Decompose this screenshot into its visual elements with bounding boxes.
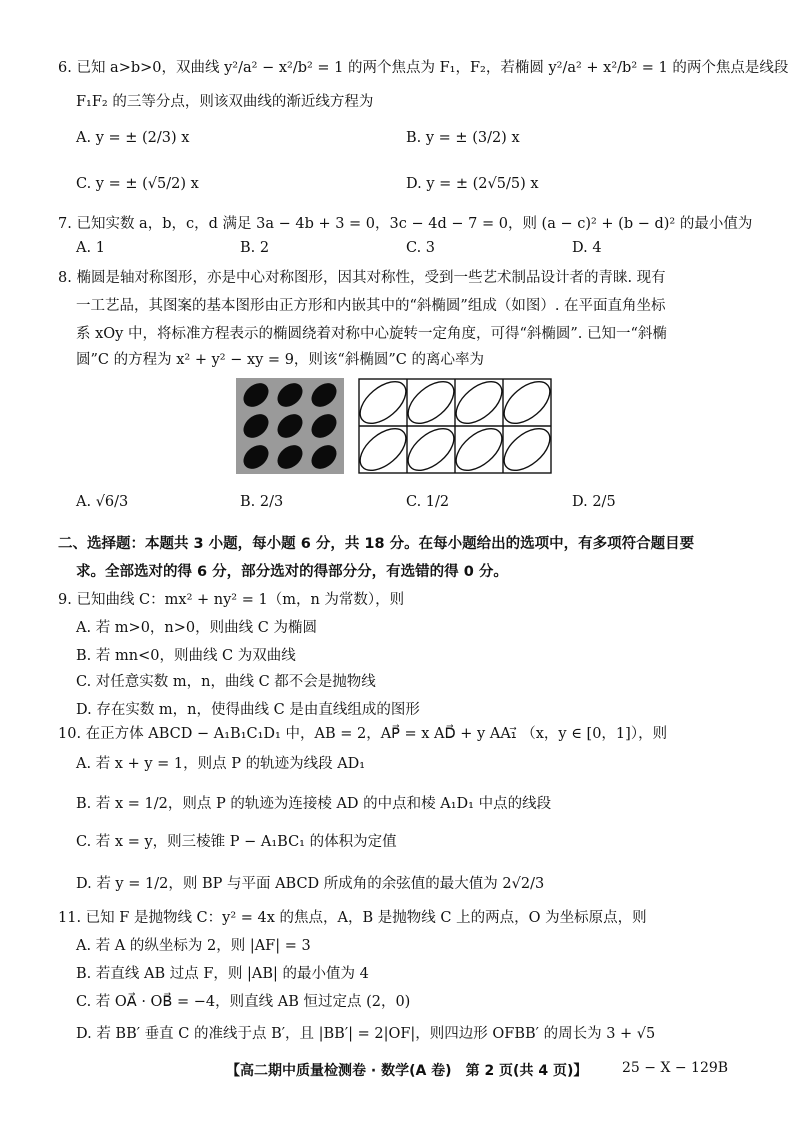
q7-option-b: B. 2 xyxy=(240,240,270,256)
diagram-ellipse xyxy=(497,421,552,474)
q8-stem-line4: 圆”C 的方程为 x² + y² − xy = 9，则该“斜椭圆”C 的离心率为 xyxy=(76,352,484,368)
diagram-ellipse xyxy=(401,421,462,474)
q8-option-b: B. 2/3 xyxy=(240,494,284,510)
q10-option-d: D. 若 y = 1/2，则 BP 与平面 ABCD 所成角的余弦值的最大值为 2√2/3 xyxy=(76,876,545,892)
q9-stem: 9. 已知曲线 C：mx² + ny² = 1（m，n 为常数），则 xyxy=(58,592,405,608)
q9-option-c: C. 对任意实数 m，n，曲线 C 都不会是抛物线 xyxy=(76,674,376,690)
q8-option-d: D. 2/5 xyxy=(572,494,616,510)
q8-option-a: A. √6/3 xyxy=(76,494,129,510)
footer-title-text: 【高二期中质量检测卷 · 数学(A 卷) 第 2 页(共 4 页)】 xyxy=(226,1063,588,1079)
q9-option-a: A. 若 m>0，n>0，则曲线 C 为椭圆 xyxy=(76,620,317,636)
q8-stem-line1: 8. 椭圆是轴对称图形，亦是中心对称图形，因其对称性，受到一些艺术制品设计者的青睐. 现有 xyxy=(58,270,666,286)
q7-option-c: C. 3 xyxy=(406,240,436,256)
q7-option-d: D. 4 xyxy=(572,240,602,256)
q10-option-b: B. 若 x = 1/2，则点 P 的轨迹为连接棱 AD 的中点和棱 A₁D₁ 中点的线段 xyxy=(76,796,552,812)
section2-instructions-line1: 二、选择题：本题共 3 小题，每小题 6 分，共 18 分。在每小题给出的选项中，有多项符合题目要 xyxy=(58,536,695,552)
craft-photo-figure xyxy=(236,378,344,474)
q9-option-d: D. 存在实数 m，n，使得曲线 C 是由直线组成的图形 xyxy=(76,702,420,718)
q7-option-a: A. 1 xyxy=(76,240,105,256)
q9-option-b: B. 若 mn<0，则曲线 C 为双曲线 xyxy=(76,648,296,664)
q11-option-a: A. 若 A 的纵坐标为 2，则 |AF| = 3 xyxy=(76,938,311,954)
q6-stem-line2: F₁F₂ 的三等分点，则该双曲线的渐近线方程为 xyxy=(76,94,374,110)
q11-option-b: B. 若直线 AB 过点 F，则 |AB| 的最小值为 4 xyxy=(76,966,369,982)
diagram-ellipse xyxy=(449,421,510,474)
footer-title xyxy=(226,1060,587,1080)
q8-stem-line3: 系 xOy 中，将标准方程表示的椭圆绕着对称中心旋转一定角度，可得“斜椭圆”. 已知一“斜椭 xyxy=(76,326,667,342)
q6-option-c: C. y = ± (√5/2) x xyxy=(76,176,199,192)
footer-code: 25 − X − 129B xyxy=(622,1060,729,1076)
section2-instructions-line2: 求。全部选对的得 6 分，部分选对的得部分分，有选错的得 0 分。 xyxy=(76,564,508,580)
q6-stem-line1: 6. 已知 a>b>0，双曲线 y²/a² − x²/b² = 1 的两个焦点为 F₁，F₂，若椭圆 y²/a² + x²/b² = 1 的两个焦点是线段 xyxy=(58,60,789,76)
q10-option-c: C. 若 x = y，则三棱锥 P − A₁BC₁ 的体积为定值 xyxy=(76,834,397,850)
diagram-ellipse xyxy=(401,378,462,431)
diagram-ellipse xyxy=(358,378,413,431)
q8-stem-line2: 一工艺品，其图案的基本图形由正方形和内嵌其中的“斜椭圆”组成（如图）. 在平面直角坐标 xyxy=(76,298,666,314)
q11-option-d: D. 若 BB′ 垂直 C 的准线于点 B′，且 |BB′| = 2|OF|，则四边形 OFBB′ 的周长为 3 + √5 xyxy=(76,1026,656,1042)
q6-option-b: B. y = ± (3/2) x xyxy=(406,130,520,146)
diagram-ellipse xyxy=(449,378,510,431)
q10-stem: 10. 在正方体 ABCD − A₁B₁C₁D₁ 中，AB = 2，AP⃗ = x AD⃗ + y AA₁⃗ （x，y ∈ [0，1]），则 xyxy=(58,726,668,742)
q11-stem: 11. 已知 F 是抛物线 C：y² = 4x 的焦点，A，B 是抛物线 C 上的两点，O 为坐标原点，则 xyxy=(58,910,647,926)
q10-option-a: A. 若 x + y = 1，则点 P 的轨迹为线段 AD₁ xyxy=(76,756,366,772)
tiled-ellipse-diagram xyxy=(358,378,552,474)
q6-option-d: D. y = ± (2√5/5) x xyxy=(406,176,539,192)
q8-option-c: C. 1/2 xyxy=(406,494,450,510)
q11-option-c: C. 若 OA⃗ · OB⃗ = −4，则直线 AB 恒过定点 (2，0) xyxy=(76,994,411,1010)
q6-option-a: A. y = ± (2/3) x xyxy=(76,130,190,146)
diagram-ellipse xyxy=(358,421,413,474)
diagram-ellipse xyxy=(497,378,552,431)
q7-stem: 7. 已知实数 a，b，c，d 满足 3a − 4b + 3 = 0，3c − 4d − 7 = 0，则 (a − c)² + (b − d)² 的最小值为 xyxy=(58,216,753,232)
